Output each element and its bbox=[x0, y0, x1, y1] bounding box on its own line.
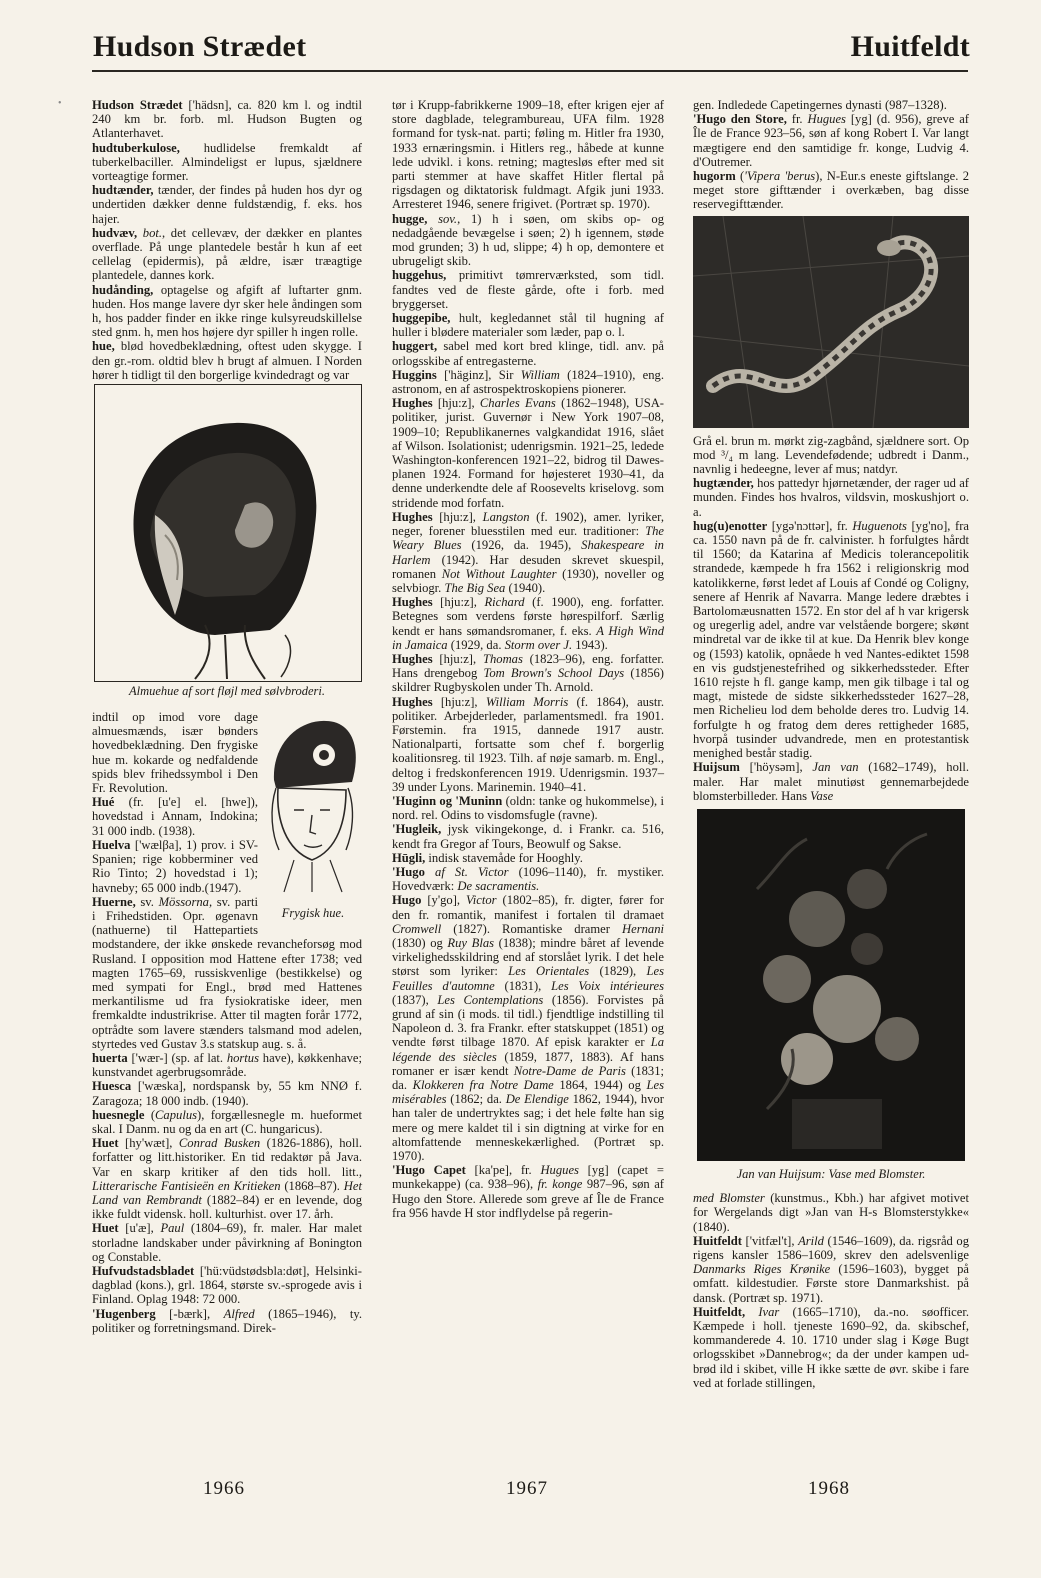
figure-almuehue bbox=[92, 384, 362, 704]
entry-huggehus: huggehus, primitivt tømrerværksted, som tidl. fandtes ved de fleste gårde, ofte i forb. med bryggerset. bbox=[392, 268, 664, 311]
entry-hughes-langston: Hughes [hju:z], Langston (f. 1902), amer. lyriker, neger, forener bluesstilen med eur. traditioner: The Weary Blues (1926, da. 1945), Shakespeare in Harlem (1942). Har desuden skrevet skuespil, romanen Not Without Laughter (1930), noveller og selvbiogr. The Big Sea (1940). bbox=[392, 509, 665, 595]
frygisk-hue-illustration bbox=[264, 710, 362, 895]
entry-hugo-st-victor: 'Hugo af St. Victor (1096–1140), fr. mystiker. Hovedværk: De sacramentis. bbox=[392, 864, 664, 894]
entry-huitfeldt-arild: Huitfeldt ['vitfæl't], Arild (1546–1609), da. rigsråd og rigens kansler 1586–1609, skrev den adelsvenlige Danmarks Riges Krønike (1596–1603), bygget på omfatt. kildestudier. Første store Danmarkshist. på dansk. (Portræt sp. 1971). bbox=[693, 1233, 969, 1305]
margin-mark: • bbox=[58, 98, 62, 109]
figure-frygisk-hue bbox=[264, 710, 362, 920]
entry-hugenotter: hug(u)enotter [ygə'nɔttər], fr. Huguenots [yg'no], fra ca. 1550 navn på de fr. calvinister. h forfulgtes hårdt til 1560; da Katarina af Medicis tolerancepolitik strandede, kæmpede h fra 1562 i religionskrig mod katolikkerne, først ledet af Louis af Condé og Coligny, senere af Henrik af Navarra. Mange ledere dræbtes i Bartolomæusnatten 1572. En stor del af h var krigersk og uregerlig adel, andre var velstående borgere; skønt mindretal var de ikke til at kue. Da Henrik blev konge og (1593) katolik, opnåede h ved Nantes-ediktet 1598 en vis gudstjenestefrihed og sikkerhedssteder. Efter 1610 rejste h fl. gange kamp, men gik tilbage i tal og magt, mistede de sidste sikkerhedssteder 1627–28, men Richelieu lod dem beholde deres tro. Ludvig 14. forfulgte h og fratog dem deres rettigheder 1685, hvorpå tusinder udvandrede, men en protestantisk menighed består stadig. bbox=[693, 518, 969, 761]
entry-huerta: huerta ['wær-] (sp. af lat. hortus have), køkkenhave; kunstvandet agerbrugsområde. bbox=[92, 1050, 362, 1080]
entry-huggins: Huggins ['häginz], Sir William (1824–1910), eng. astronom, en af astrospektroskopiens pionerer. bbox=[392, 367, 664, 397]
column-1967 bbox=[392, 98, 664, 1220]
entry-capet-continued: gen. Indledede Capetingernes dynasti (987–1328). bbox=[693, 98, 947, 112]
entry-hugorm: hugorm ('Vipera 'berus), N-Eur.s eneste giftslange. 2 meget store gifttænder i overkæben, bag disse reservegifttænder. bbox=[693, 169, 969, 212]
entry-hughes-william: Hughes [hju:z], William Morris (f. 1864), austr. politiker. Arbejderleder, parlamentsmedl. fra 1901. Førstemin. fra 1915, dannede 1917 austr. Nationalparti, fortsatte som chef f. borgerlig koalitionsreg. til 1923. Tilh. af nøje samarb. m. Engl., deltog i fredskonferencen 1919. Udenrigsmin. 1937–39 under Lyons. Marinemin. 1940–41. bbox=[392, 694, 664, 794]
header-rule bbox=[92, 70, 968, 72]
figure-caption-frygisk: Frygisk hue. bbox=[281, 905, 345, 920]
entry-hue-fr: Hué (fr. [u'e] el. [hwe]), hovedstad i Annam, Indokina; 31 000 indb. (1938). bbox=[92, 795, 258, 838]
entry-hue-continued: indtil op imod vore dage almuesmænds, især bønders hovedbeklædning. Den frygiske hue m. kokarde og nedfaldende spids blev frihedssymbol i Den Fr. Revolution. bbox=[92, 710, 258, 796]
entry-hudaanding: hudånding, optagelse og afgift af luftarter gnm. huden. Hos mange lavere dyr sker hele åndingen som h, hos padder finder en ikke ringe kulsyreudskillelse sted gnm. h, men hos højere dyr spiller h ingen rolle. bbox=[92, 282, 362, 340]
page-number-1966: 1966 bbox=[203, 1478, 245, 1499]
entry-huelva: Huelva ['wælβa], 1) prov. i SV-Spanien; rige kobberminer ved Rio Tinto; 2) hovedstad i 1); havneby; 65 000 indb.(1947). bbox=[92, 837, 258, 895]
entry-huijsum: Huijsum ['höysəm], Jan van (1682–1749), holl. maler. Har malet minutiøst gennemarbejdede blomsterbilleder. Hans Vase bbox=[693, 760, 970, 803]
entry-hudtaender: hudtænder, tænder, der findes på huden hos dyr og undertiden dækker denne fuldstændig, f. eks. hos hajer. bbox=[92, 183, 362, 226]
hat-illustration bbox=[94, 384, 362, 682]
column-1968 bbox=[693, 98, 969, 1390]
entry-huet-conrad: Huet [hy'wæt], Conrad Busken (1826-1886), holl. forfatter og litt.historiker. En tid redaktør på Java. Var en skarp kritiker af den tids holl. litt., Litterarische Fantisieën en Kritieken (1868–87). Het Land van Rembrandt (1882–84) er en levende, dog ikke fuldt vidensk. holl. kulturhist. over 17. årh. bbox=[92, 1136, 362, 1222]
entry-huginn-muninn: 'Huginn og 'Muninn (oldn: tanke og hukommelse), i nord. rel. Odins to visdomsfugle (ravne). bbox=[392, 793, 664, 823]
entry-hugli: Hūgli, indisk stavemåde for Hooghly. bbox=[392, 850, 583, 865]
figure-caption-hat: Almuehue af sort fløjl med sølvbroderi. bbox=[128, 684, 326, 699]
entry-huggert: huggert, sabel med kort bred klinge, tidl. anv. på orlogsskibe af entregasterne. bbox=[392, 339, 664, 368]
entry-huitfeldt-ivar: Huitfeldt, Ivar (1665–1710), da.-no. søofficer. Kæmpede i holl. tjeneste 1690–92, da. skibschef, kommanderede 4. 10. 1710 under slag i Køge Bugt orlogsskibet »Dannebrog«; da der under kampen udbrød ild i skibet, ville H ikke sætte de øvr. skibe i fare ved at forlade stillingen, bbox=[693, 1304, 969, 1390]
figure-caption-vase: Jan van Huijsum: Vase med Blomster. bbox=[736, 1166, 926, 1181]
figure-caption-hugorm: Grå el. brun m. mørkt zig-zagbånd, sjældnere sort. Op mod ³/₄ m lang. Levendefødende; udbredt i Danm., navnlig i hedeegne, lever af mus; natdyr. bbox=[693, 433, 969, 477]
figure-vase-painting bbox=[697, 809, 965, 1161]
entry-huet-paul: Huet [u'æ], Paul (1804–69), fr. maler. Har malet storladne landskaber under påvirkning af Bonington og Constable. bbox=[92, 1221, 362, 1264]
running-head-left: Hudson Strædet bbox=[93, 30, 307, 63]
entry-hugenberg: 'Hugenberg [-bærk], Alfred (1865–1946), ty. politiker og forretningsmand. Direk- bbox=[92, 1306, 362, 1335]
entry-hudvaev: hudvæv, bot., det cellevæv, der dækker en plantes overflade. På unge plantedele består h kun af eet cellelag (epidermis), på ældre, især træagtige plantedele, dannes kork. bbox=[92, 225, 362, 283]
entry-huijsum-continued: med Blomster (kunstmus., Kbh.) har afgivet motivet for Wergelands digt »Jan van H-s Blomsterstykke« (1840). bbox=[693, 1191, 969, 1234]
entry-hufvudstadsbladet: Hufvudstadsbladet ['hü:vüdstødsbla:døt], Helsinki-dagblad (kons.), grl. 1864, største sv.-sprogede avis i Finland. Oplag 1948: 72 000. bbox=[92, 1263, 362, 1307]
entry-huerne: Huerne, sv. Mössorna, sv. parti i Frihedstiden. Opr. øgenavn (nathuerne) til Hattepartiets modstandere, der ikke ønskede revancheforsøg mod Rusland. I opposition mod Hattene efter 1738; ved magten 1765–69, russiskvenlige (bestikkelse) og med sympati for Engl., brød med Hattenes merkantilisme ud fra fysiokratiske ideer, men fremkaldte industrikrise. Atter til magten forår 1772, optrådte som lavere stænders talsmand mod adelen, styrtedes ved Gustav 3.s statskup aug. s. å. bbox=[92, 894, 362, 1051]
entry-hugleik: 'Hugleik, jysk vikingekonge, d. i Frankr. ca. 516, kendt fra Gregor af Tours, Beowulf og Sakse. bbox=[392, 822, 664, 851]
page-number-1967: 1967 bbox=[506, 1478, 548, 1499]
entry-hugtaender: hugtænder, hos pattedyr hjørnetænder, der rager ud af munden. Findes hos hvalros, vildsvin, moskushjort o. a. bbox=[693, 476, 969, 519]
entry-hudson-straedet: Hudson Strædet ['hädsn], ca. 820 km l. og indtil 240 km br. forb. ml. Hudson Bugten og Atlanterhavet. bbox=[92, 98, 363, 141]
entry-hughes-charles: Hughes [hju:z], Charles Evans (1862–1948), USA-politiker, jurist. Guvernør i New York 1907–08, 1909–10; Republikanernes valgkandidat 1916, slået af Wilson. Isolationist; udenrigsmin. 1921–25, ledede Washington-konferencen 1921–22, bidrog til Dawes-planen 1924. Formand for højesteret 1930–41, da denne underkendte dele af Roosevelts kriselovg. som stridende mod forfatn. bbox=[392, 396, 665, 510]
entry-huesnegle: huesnegle (Capulus), forgællesnegle m. hueformet skal. I Danm. nu og da en art (C. hungaricus). bbox=[92, 1107, 363, 1136]
entry-hugenberg-continued: tør i Krupp-fabrikkerne 1909–18, efter krigen ejer af store dagblade, telegrambureau, UFA film. 1928 formand for tysk-nat. parti; føling m. Hitler fra 1930, 1933 ernæringsmin. i Hitlers reg., håbede at kunne lede udvikl. i kons. retning; magtesløs efter med sit parti stemmer at have skaffet Hitler flertal på rigsdagen og diktatorisk fuldmagt. Afgik juni 1933. Arresteret 1946, senere frigivet. (Portræt sp. 1970). bbox=[392, 98, 664, 212]
entry-hughes-richard: Hughes [hju:z], Richard (f. 1900), eng. forfatter. Betegnes som verdens første hørespilforf. Særlig kendt er hans sømandsromaner, f. eks. A High Wind in Jamaica (1929, da. Storm over J. 1943). bbox=[392, 595, 664, 652]
entry-hugo-victor: Hugo [y'go], Victor (1802–85), fr. digter, fører for den fr. romantik, manifest i fortalen til dramaet Cromwell (1827). Romantiske dramer Hernani (1830) og Ruy Blas (1838); mindre båret af levende virkelighedsskildring end af storslået lyrik. I det hele størst som lyriker: Les Orientales (1829), Les Feuilles d'automne (1831), Les Voix intérieures (1837), Les Contemplations (1856). Forvistes på grund af sin (i mods. til tidl.) fjendtlige indstilling til Napoleon d. 3. fra Frankr. efter statskuppet (1851) og vendte først tilbage 1870. Af episk karakter er La légende des siècles (1859, 1877, 1883). Af hans romaner er især kendt Notre-Dame de Paris (1831; da. Klokkeren fra Notre Dame 1864, 1944) og Les misérables (1862; da. De Elendige 1862, 1944), hvor han taler de undertryktes sag; i det hele følte han sig mere og mere kaldet til i sin digtning at virke for en altomfattende menneskekærlighed. (Portræt sp. 1970). bbox=[392, 893, 665, 1164]
page-number-1968: 1968 bbox=[808, 1478, 850, 1499]
entry-huesca: Huesca ['wæska], nordspansk by, 55 km NNØ f. Zaragoza; 18 000 indb. (1940). bbox=[92, 1079, 362, 1108]
entry-huggepibe: huggepibe, hult, kegledannet stål til hugning af huller i blødere materialer som læder, pap o. l. bbox=[392, 311, 664, 340]
figure-hugorm-photo bbox=[693, 216, 969, 428]
column-1966 bbox=[92, 98, 362, 1335]
entry-hughes-thomas: Hughes [hju:z], Thomas (1823–96), eng. forfatter. Hans drengebog Tom Brown's School Days (1856) skildrer Rugbyskolen under Th. Arnold. bbox=[392, 651, 665, 695]
entry-hudtuberkulose: hudtuberkulose, hudlidelse fremkaldt af tuberkelbaciller. Almindeligst er lupus, sjældnere vorteagtige former. bbox=[92, 140, 362, 184]
entry-hugo-den-store: 'Hugo den Store, fr. Hugues [yg] (d. 956), greve af Île de France 923–56, søn af kong Robert I. Var langt mægtigere end den samtidige fr. konge, Ludvig 4. d'Outremer. bbox=[693, 112, 969, 169]
entry-hugge: hugge, sov., 1) h i søen, om skibs op- og nedadgående bevægelse i søen; 2) h igennem, støde mod grunden; 3) h ud, slippe; 4) h op, demontere et ubrugeligt skib. bbox=[392, 211, 664, 269]
entry-hugo-capet: 'Hugo Capet [ka'pe], fr. Hugues [yg] (capet = munkekappe) (ca. 938–96), fr. konge 987–96, søn af Hugo den Store. Allerede som greve af Île de France fra 956 havde H stor indflydelse på regerin- bbox=[392, 1163, 664, 1220]
entry-hue: hue, blød hovedbeklædning, oftest uden skygge. I den gr.-rom. oldtid blev h brugt af almuen. I Norden hører h tidligt til den borgerlige kvindedragt og var bbox=[92, 339, 362, 382]
running-head-right: Huitfeldt bbox=[850, 30, 970, 63]
